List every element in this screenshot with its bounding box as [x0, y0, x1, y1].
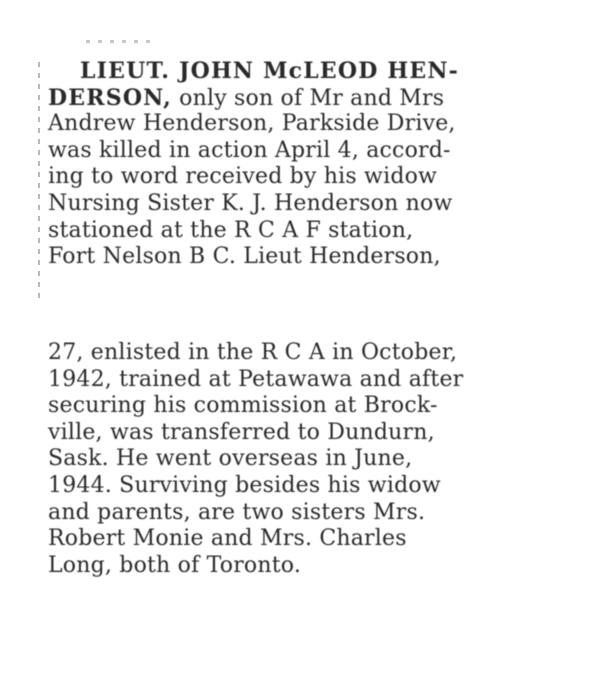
article-line: Sask. He went overseas in June, [48, 446, 413, 472]
article-line: and parents, are two sisters Mrs. [48, 499, 426, 525]
article-line: Andrew Henderson, Parkside Drive, [48, 111, 456, 137]
article-line: Fort Nelson B C. Lieut Henderson, [48, 244, 441, 270]
article-line: ville, was transferred to Dundurn, [48, 419, 435, 445]
print-specks [86, 40, 158, 43]
article-line: was killed in action April 4, accord- [48, 137, 451, 163]
article-column-second [48, 340, 576, 579]
article-column-first [48, 58, 576, 271]
headline-line: LIEUT. JOHN McLEOD HEN- [80, 58, 459, 84]
article-line: Nursing Sister K. J. Henderson now [48, 190, 453, 216]
article-line: 27, enlisted in the R C A in October, [48, 340, 458, 365]
article-line: Robert Monie and Mrs. Charles [48, 526, 407, 552]
article-line: DERSON, only son of Mr and Mrs [48, 84, 445, 111]
article-line: 1944. Surviving besides his widow [48, 472, 441, 498]
headline-continuation: DERSON, [48, 84, 172, 111]
article-line: 1942, trained at Petawawa and after [48, 366, 464, 392]
article-line: Long, both of Toronto. [48, 552, 302, 578]
article-line: securing his commission at Brock- [48, 393, 438, 419]
article-line: stationed at the R C A F station, [48, 217, 414, 243]
column-edge-mark [38, 62, 40, 298]
article-line: ing to word received by his widow [48, 164, 438, 190]
